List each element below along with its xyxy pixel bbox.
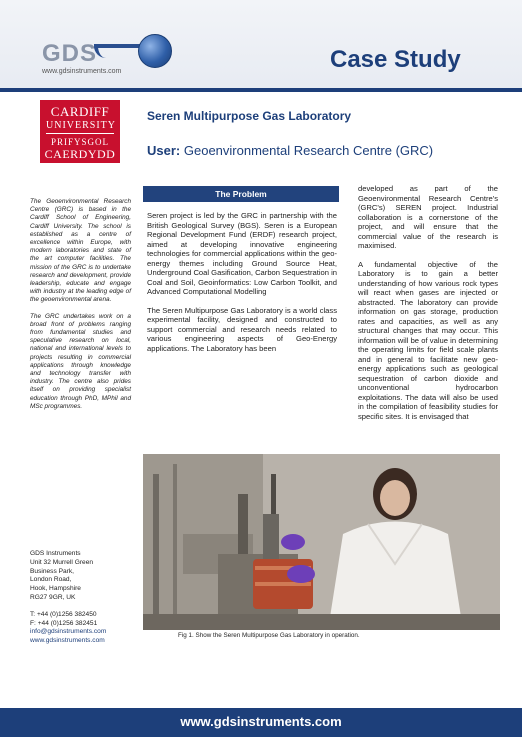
- sidebar-paragraph: The Geoenvironmental Research Centre (GRC) is based in the Cardiff School of Engineering, Cardiff University. The school is established as a centre of excellence within Europe, with modern laboratories and state of the art computer facilities. The mission of the GRC is to undertake research and development, provide leadership, educate and engage with industry at the leading edge of the geoenvironmental arena.: [30, 198, 131, 304]
- page-title: Seren Multipurpose Gas Laboratory: [147, 109, 352, 123]
- gds-logo: [42, 36, 192, 76]
- body-column-2: [358, 184, 498, 430]
- contact-fax: F: +44 (0)1256 382451: [30, 619, 98, 627]
- problem-heading: The Problem: [143, 186, 339, 202]
- laboratory-photo-illustration: [143, 454, 500, 630]
- cardiff-logo-line1: CARDIFF: [50, 104, 110, 119]
- body-paragraph: Seren project is led by the GRC in partnership with the British Geological Survey (BGS). Seren is a European Regional Development Fund (ERDF) research project, aimed at developing innovative engineering technologies for commercial applications within the geo-energy themes including Ground Source Heat, Underground Coal Gasification, Carbon Sequestration in Coal and Soil, Geoinformatics: Low Carbon Toolkit, and Advanced Computational Modelling: [147, 211, 337, 296]
- contact-details: [30, 550, 140, 646]
- user-label: User:: [147, 143, 181, 158]
- cardiff-logo-line2: UNIVERSITY: [46, 120, 114, 134]
- photo-caption: Fig 1. Show the Seren Multipurpose Gas Laboratory in operation.: [178, 632, 360, 639]
- contact-company: GDS Instruments: [30, 550, 81, 557]
- cardiff-logo-line4: CAERDYDD: [44, 147, 116, 161]
- body-paragraph: developed as part of the Geoenvironmental Research Centre's (GRC's) SEREN project. Industrial collaboration is a cornerstone of the project, and will ensure that the commercial value of the research is maximised.: [358, 184, 498, 250]
- globe-icon: [138, 34, 172, 68]
- contact-address: RG27 9GR, UK: [30, 593, 76, 601]
- contact-gap: [30, 603, 140, 611]
- contact-web-link[interactable]: www.gdsinstruments.com: [30, 637, 105, 645]
- body-paragraph: A fundamental objective of the Laboratory is to gain a better understanding of how various rock types will react when gases are injected or abstracted. The laboratory can provide information on gas storage, production rates and capacities, as well as any structural changes that may occur. This information will be of value in determining the operating limits for field scale plants and in general to facilitate new geo-energy applications such as geological sequestration of carbon dioxide and unconventional hydrocarbon exploitations. The data will also be used in the compilation of feasibility studies for specific sites. It is envisaged that: [358, 259, 498, 421]
- contact-address: London Road,: [30, 576, 72, 584]
- swoosh-icon: [94, 44, 140, 58]
- header-divider: [0, 88, 522, 92]
- contact-address: Unit 32 Murrell Green: [30, 558, 94, 566]
- laboratory-photo: [143, 454, 500, 630]
- user-line: [147, 143, 433, 158]
- header: [0, 0, 522, 92]
- logo-url: www.gdsinstruments.com: [42, 68, 122, 75]
- cardiff-logo-line3: PRIFYSGOL: [50, 137, 109, 147]
- logo-text: GDS: [42, 40, 98, 67]
- contact-tel: T: +44 (0)1256 382450: [30, 610, 97, 618]
- sidebar-paragraph: The GRC undertakes work on a broad front of problems ranging from fundamental studies and speculative research on local, national and international levels to projects resulting in commercial applications through knowledge and technology transfer with industry. The centre also prides itself on providing specialist education through PhD, MPhil and MSc programmes.: [30, 312, 131, 410]
- body-paragraph: The Seren Multipurpose Gas Laboratory is a world class experimental facility, designed and constructed to support commercial and research needs related to various engineering aspects of Geo-Energy applications. The Laboratory has been: [147, 305, 337, 353]
- contact-address: Business Park,: [30, 567, 74, 575]
- sidebar-text: [30, 198, 131, 419]
- cardiff-university-logo: [40, 100, 120, 163]
- body-column-1: [147, 211, 337, 362]
- case-study-heading: Case Study: [330, 46, 461, 73]
- footer-website-link[interactable]: www.gdsinstruments.com: [180, 714, 342, 729]
- contact-email-link[interactable]: info@gdsinstruments.com: [30, 628, 107, 636]
- user-value: Geoenvironmental Research Centre (GRC): [183, 143, 434, 158]
- contact-address: Hook, Hampshire: [30, 585, 81, 593]
